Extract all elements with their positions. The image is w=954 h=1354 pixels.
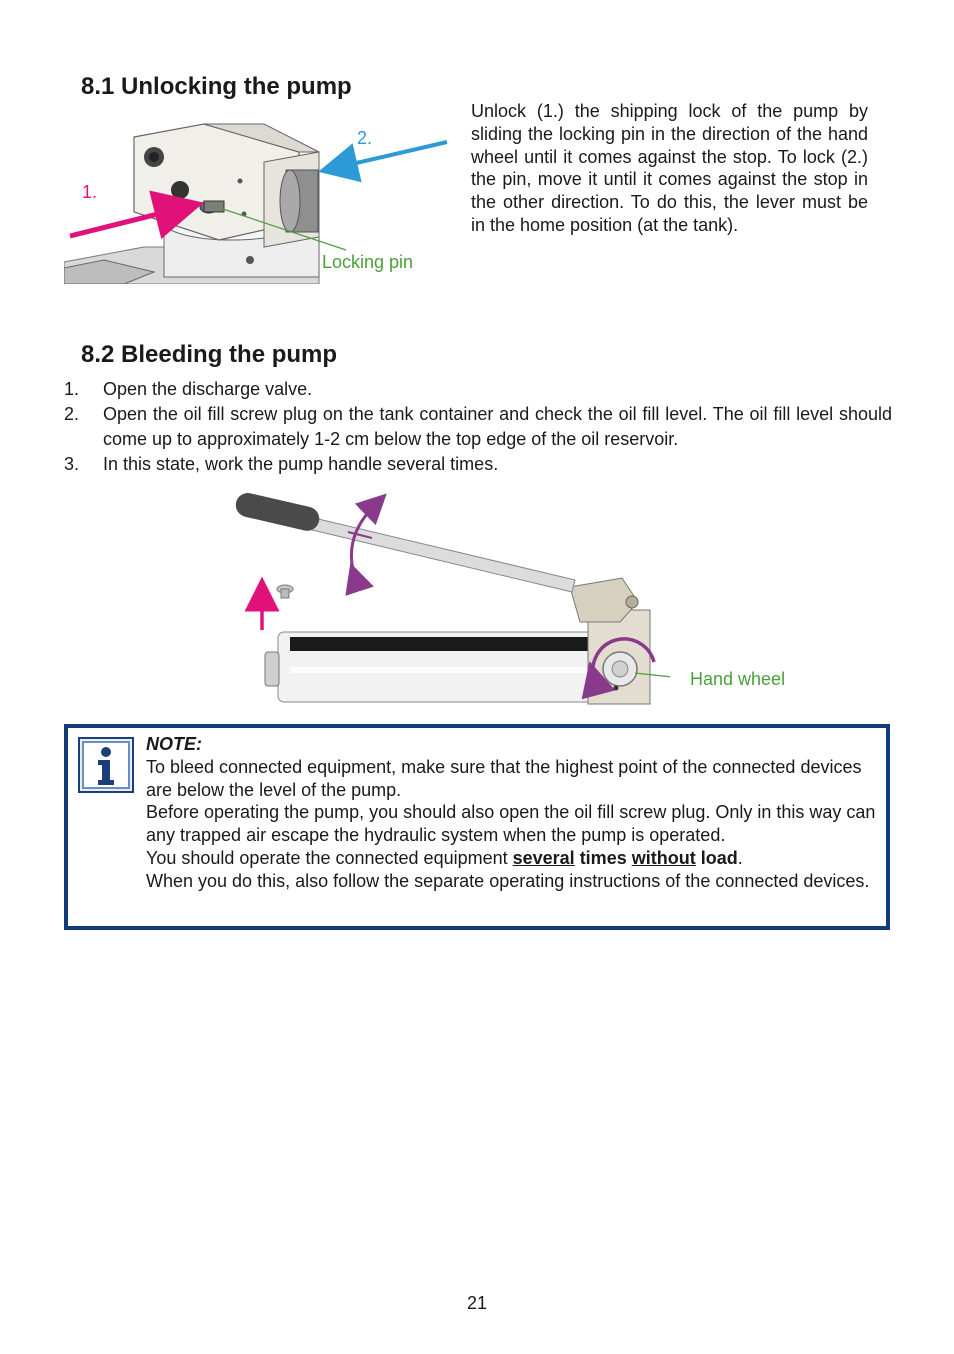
step-number: 1. xyxy=(64,379,80,399)
pin-leader-line xyxy=(214,206,346,250)
note-line-2: Before operating the pump, you should also open the oil fill screw plug. Only in this way can any trapped air escape the hydraulic system when the pump is operated. xyxy=(146,802,876,846)
step-number: 3. xyxy=(64,454,80,474)
step-text: Open the oil fill screw plug on the tank container and check the oil fill level. The oil fill level should come up to approximately 1-2 cm below the top edge of the oil reservoir. xyxy=(103,404,892,449)
callout-step-2: 2. xyxy=(357,128,373,148)
callout-hand-wheel: Hand wheel xyxy=(690,669,786,689)
unlock-instructions: Unlock (1.) the shipping lock of the pump by sliding the locking pin in the direction of the hand wheel until it comes against the stop. To lock (2.) the pin, move it until it comes against the stop in the other direction. To do this, the lever must be in the home position (at the tank). xyxy=(471,101,868,235)
step-number: 2. xyxy=(64,404,80,424)
list-item xyxy=(64,402,892,452)
info-icon xyxy=(78,737,134,793)
note-line-4: When you do this, also follow the separate operating instructions of the connected devices. xyxy=(146,870,870,891)
note-line-1: To bleed connected equipment, make sure that the highest point of the connected devices are below the level of the pump. xyxy=(146,756,862,800)
emphasis-without: without xyxy=(631,847,696,868)
emphasis-times: times xyxy=(574,847,632,868)
lock-arrow xyxy=(326,142,447,170)
callout-locking-pin: Locking pin xyxy=(322,252,414,272)
bleeding-steps xyxy=(64,377,892,477)
note-title: NOTE: xyxy=(146,734,202,754)
emphasis-several: several xyxy=(512,847,575,868)
list-item xyxy=(64,452,892,477)
note-line-3-end: . xyxy=(737,847,743,868)
unlock-arrow xyxy=(70,205,194,236)
hand-pump-figure xyxy=(230,492,670,707)
note-content xyxy=(146,733,878,893)
note-line-3 xyxy=(146,847,878,870)
callout-step-1: 1. xyxy=(82,182,98,202)
section-heading-bleeding: 8.2 Bleeding the pump xyxy=(81,341,338,368)
step-text: In this state, work the pump handle several times. xyxy=(103,454,499,474)
page-number: 21 xyxy=(466,1293,488,1313)
note-line-3-pre: You should operate the connected equipment xyxy=(146,847,513,868)
step-text: Open the discharge valve. xyxy=(103,379,313,399)
section-heading-unlocking: 8.1 Unlocking the pump xyxy=(81,73,352,100)
hand-pump-illustration xyxy=(230,492,670,707)
list-item xyxy=(64,377,892,402)
emphasis-load: load xyxy=(695,847,738,868)
